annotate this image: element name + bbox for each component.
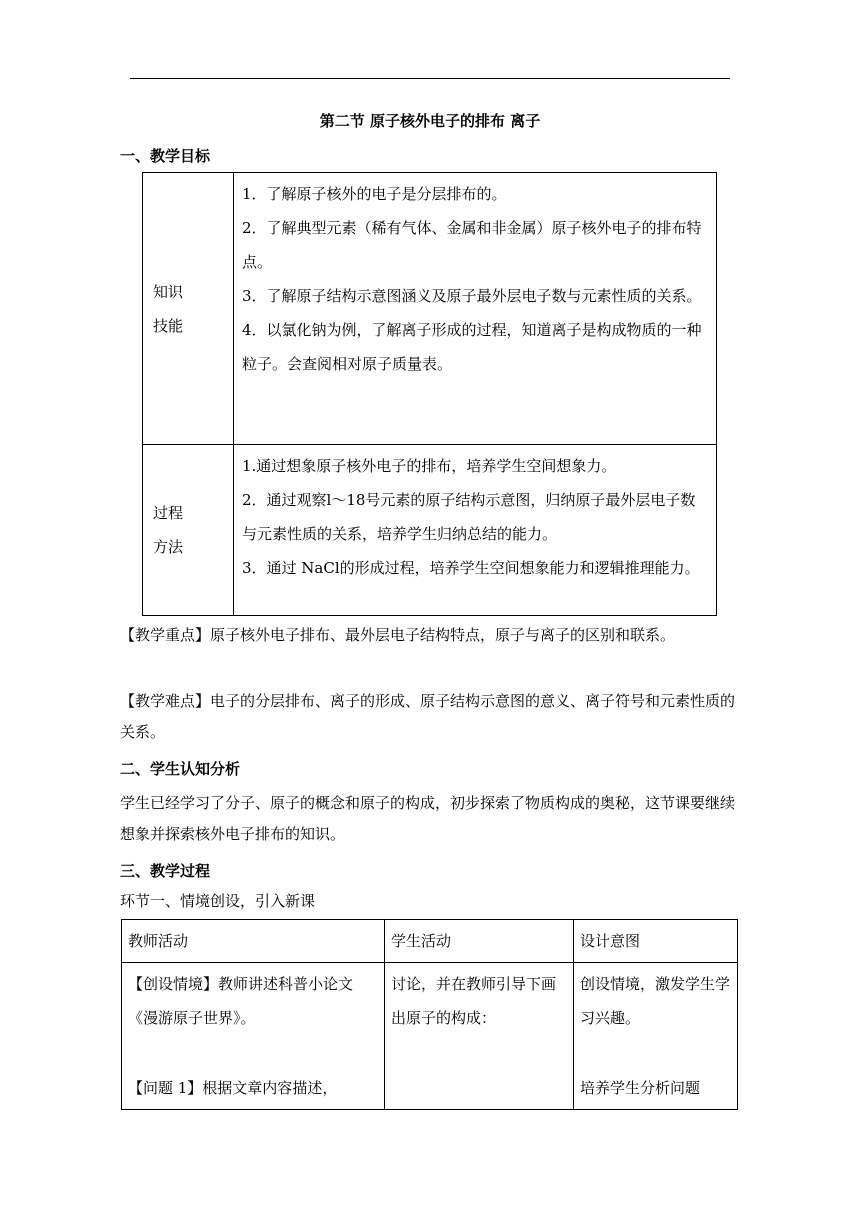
section-heading-goals: 一、教学目标 — [120, 147, 211, 165]
goals-row-process — [143, 445, 717, 616]
page-title: 第二节 原子核外电子的排布 离子 — [319, 112, 541, 130]
process-row — [122, 963, 738, 1110]
header-intent: 设计意图 — [574, 920, 738, 963]
goal-item: 2．了解典型元素（稀有气体、金属和非金属）原子核外电子的排布特点。 — [242, 219, 702, 271]
goals-content-process — [234, 445, 717, 616]
section-heading-analysis: 二、学生认知分析 — [120, 760, 241, 778]
process-header-row — [122, 920, 738, 963]
header-teacher: 教师活动 — [122, 920, 385, 963]
goal-item: 3．通过 NaCl的形成过程，培养学生空间想象能力和逻辑推理能力。 — [242, 559, 700, 577]
goals-label-process: 过程 方法 — [143, 445, 234, 616]
teacher-activity: 【创设情境】教师讲述科普小论文《漫游原子世界》。 【问题 1】根据文章内容描述， — [122, 963, 385, 1110]
header-rule — [130, 78, 730, 79]
student-activity: 讨论，并在教师引导下画出原子的构成： — [385, 963, 574, 1110]
analysis-text: 学生已经学习了分子、原子的概念和原子的构成，初步探索了物质构成的奥秘，这节课要继续想象并探索核外电子排布的知识。 — [120, 794, 736, 843]
step-heading: 环节一、情境创设，引入新课 — [120, 892, 316, 910]
goals-content-knowledge — [234, 173, 717, 445]
header-student: 学生活动 — [385, 920, 574, 963]
goals-table — [142, 172, 717, 616]
goal-item: 3．了解原子结构示意图涵义及原子最外层电子数与元素性质的关系。 — [242, 287, 702, 305]
goal-item: 2．通过观察l～18号元素的原子结构示意图，归纳原子最外层电子数与元素性质的关系，培养学生归纳总结的能力。 — [242, 491, 696, 543]
goal-item: 1.通过想象原子核外电子的排布，培养学生空间想象力。 — [242, 457, 617, 475]
design-intent: 创设情境，激发学生学习兴趣。 培养学生分析问题 — [574, 963, 738, 1110]
key-point: 【教学重点】原子核外电子排布、最外层电子结构特点，原子与离子的区别和联系。 — [120, 626, 676, 644]
goals-label-knowledge: 知识 技能 — [143, 173, 234, 445]
goal-item: 4．以氯化钠为例，了解离子形成的过程，知道离子是构成物质的一种粒子。会查阅相对原子质量表。 — [242, 321, 702, 373]
goals-row-knowledge — [143, 173, 717, 445]
process-table — [121, 919, 738, 1110]
section-heading-process: 三、教学过程 — [120, 862, 211, 880]
difficult-point: 【教学难点】电子的分层排布、离子的形成、原子结构示意图的意义、离子符号和元素性质的关系。 — [120, 692, 736, 741]
goal-item: 1．了解原子核外的电子是分层排布的。 — [242, 185, 507, 203]
